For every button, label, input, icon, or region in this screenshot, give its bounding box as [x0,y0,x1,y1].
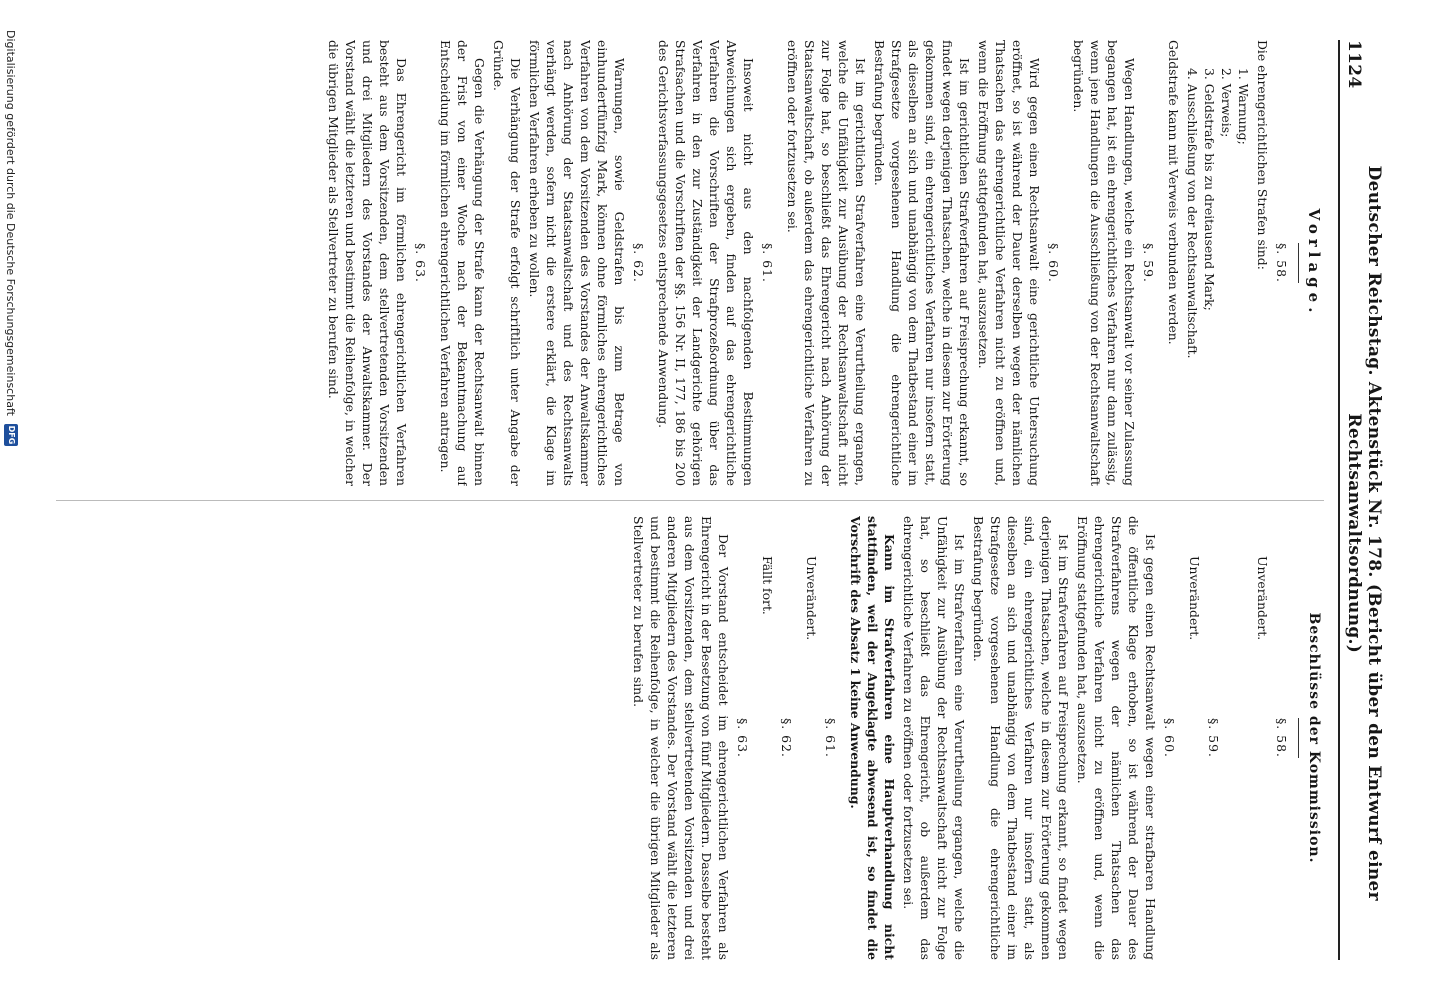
paragraph: Gegen die Verhängung der Strafe kann der Rechtsanwalt binnen der Frist von einer Woche nach der Bekanntmachung auf Entscheidung im förmlichen ehrengerichtlichen Verfahren antragen. [438,40,487,486]
section-intro: Die ehrengerichtlichen Strafen sind: [1255,40,1270,270]
section-title: §. 63. [735,718,750,758]
heading-rule [1298,243,1299,283]
paragraph: Ist im Strafverfahren auf Freisprechung erkannt, so findet wegen derjenigen Thatsachen, welche in diesem zur Erörterung gekommen sind, ein ehrengerichtliches Verfahren nur insofern statt, als dieselben an sich und unabhängig von dem Thatbestand einer im Strafgesetze vorgesehenen Handlung die ehrengerichtliche Bestrafung begründen. [971,516,1071,960]
section-title: §. 61. [760,243,775,283]
kommission-heading: Beschlüsse der Kommission. [1306,612,1322,864]
footer-text: Digitalisierung gefördert durch die Deutsche Forschungsgemeinschaft [4,30,18,416]
page-header [1338,40,1384,960]
list-item: 3. Geldstrafe bis zu dreitausend Mark; [1202,68,1217,311]
list-item: 1. Warnung; [1236,68,1251,145]
paragraph: Ist im gerichtlichen Strafverfahren auf Freisprechung erkannt, so findet wegen derjenigen Thatsachen, welche in diesem zur Erörterung gekommen sind, ein ehrengerichtliches Verfahren nur insofern statt, als dieselben an sich und unabhängig von dem Thatbestand einer im Strafgesetze vorgesehenen Handlung die ehrengerichtliche Bestrafung begründen. [872,40,972,486]
section-title: §. 62. [631,243,646,283]
section-title: §. 63. [413,243,428,283]
heading-rule [1298,718,1299,758]
kommission-column [56,516,1324,960]
section-title: §. 59. [1141,243,1156,283]
list-item: 4. Ausschließung von der Rechtsanwaltschaft. [1185,68,1200,359]
paragraph: Ist im Strafverfahren eine Verurtheilung ergangen, welche die Unfähigkeit zur Ausübung der Rechtsanwaltschaft nicht zur Folge hat, so beschließt das Ehrengericht, ob außerdem das ehrengerichtliche Verfahren zu eröffnen oder fortzusetzen sei. [901,516,967,960]
page-title: Deutscher Reichstag. Aktenstück Nr. 178. (Bericht über den Entwurf einer Rechtsanwaltsordnung.) [1344,165,1384,901]
unchanged-note: Unverändert. [804,556,819,641]
paragraph: Ist gegen einen Rechtsanwalt wegen einer strafbaren Handlung die öffentliche Klage erhoben, so ist während der Dauer des Strafverfahrens wegen der nämlichen Thatsachen das ehrengerichtliche Verfahren nicht zu eröffnen und, wenn die Eröffnung stattgefunden hat, auszusetzen. [1075,516,1158,960]
page-number: 1124 [1344,40,1364,89]
digitization-footer [0,30,22,970]
paragraph: Wegen Handlungen, welche ein Rechtsanwalt vor seiner Zulassung begangen hat, ist ein ehrengerichtliches Verfahren nur dann zulässig, wenn jene Handlungen die Ausschließung von der Rechtsanwaltschaft begründen. [1071,40,1137,486]
paragraph: Die Verhängung der Strafe erfolgt schriftlich unter Angabe der Gründe. [491,40,523,486]
paragraph: Ist im gerichtlichen Strafverfahren eine Verurtheilung ergangen, welche die Unfähigkeit zur Ausübung der Rechtsanwaltschaft nicht zur Folge hat, so beschließt das Ehrengericht nach Anhörung der Staatsanwaltschaft, ob außerdem das ehrengerichtliche Verfahren zu eröffnen oder fortzusetzen sei. [785,40,868,486]
section-title: §. 59. [1206,718,1221,758]
list-item: 2. Verweis; [1219,68,1234,138]
paragraph: Das Ehrengericht im förmlichen ehrengerichtlichen Verfahren besteht aus dem Vorsitzenden, dem stellvertretenden Vorsitzenden und drei Mitgliedern des Vorstandes der Anwaltskammer. Der Vorstand wählt die letzteren und bestimmt die Reihenfolge, in welcher die übrigen Mitglieder als Stellvertreter zu berufen sind. [326,40,409,486]
section-title: §. 61. [823,718,838,758]
section-note: Geldstrafe kann mit Verweis verbunden werden. [1166,40,1181,345]
paragraph: Wird gegen einen Rechtsanwalt eine gerichtliche Untersuchung eröffnet, so ist während der Dauer derselben wegen der nämlichen Thatsachen das ehrengerichtliche Verfahren nicht zu eröffnen und, wenn die Eröffnung stattgefunden hat, auszusetzen. [976,40,1042,486]
paragraph: Warnungen, sowie Geldstrafen bis zum Betrage von einhundertfünfzig Mark, können ohne förmliches ehrengerichtliches Verfahren von dem Vorsitzenden des Vorstandes der Anwaltskammer nach Anhörung der Staatsanwaltschaft und des Rechtsanwalts verhängt werden, sofern nicht die erstere erklärt, die Klage im förmlichen Verfahren erheben zu wollen. [527,40,627,486]
section-title: §. 62. [779,718,794,758]
dfg-logo-icon: DFG [4,424,18,446]
document-page [46,40,1384,960]
paragraph: Der Vorstand entscheidet im ehrengerichtlichen Verfahren als Ehrengericht in der Besetzung von fünf Mitgliedern. Dasselbe besteht aus dem Vorsitzenden, dem stellvertretenden Vorsitzenden und drei anderen Mitgliedern des Vorstandes. Der Vorstand wählt die letzteren und bestimmt die Reihenfolge, in welcher die übrigen Mitglieder als Stellvertreter zu berufen sind. [631,516,731,960]
section-title: §. 58. [1274,243,1289,283]
unchanged-note: Unverändert. [1187,556,1202,641]
column-divider [56,500,1324,501]
paragraph-amendment: Kann im Strafverfahren eine Hauptverhandlung nicht stattfinden, weil der Angeklagte abwesend ist, so findet die Vorschrift des Absatz 1 keine Anwendung. [848,516,897,960]
dropped-note: Fällt fort. [760,556,775,615]
vorlage-heading: Vorlage. [1305,208,1323,318]
section-title: §. 60. [1162,718,1177,758]
section-title: §. 58. [1274,718,1289,758]
penalty-list [1184,68,1252,486]
unchanged-note: Unverändert. [1255,556,1270,641]
section-title: §. 60. [1046,243,1061,283]
paragraph: Insoweit nicht aus den nachfolgenden Bestimmungen Abweichungen sich ergeben, finden auf das ehrengerichtliche Verfahren die Vorschriften der Strafprozeßordnung über das Verfahren in den zur Zuständigkeit der Landgerichte gehörigen Strafsachen und die Vorschriften der §§. 156 Nr. II, 177, 186 bis 200 des Gerichtsverfassungsgesetzes entsprechende Anwendung. [656,40,756,486]
vorlage-column [56,40,1324,486]
